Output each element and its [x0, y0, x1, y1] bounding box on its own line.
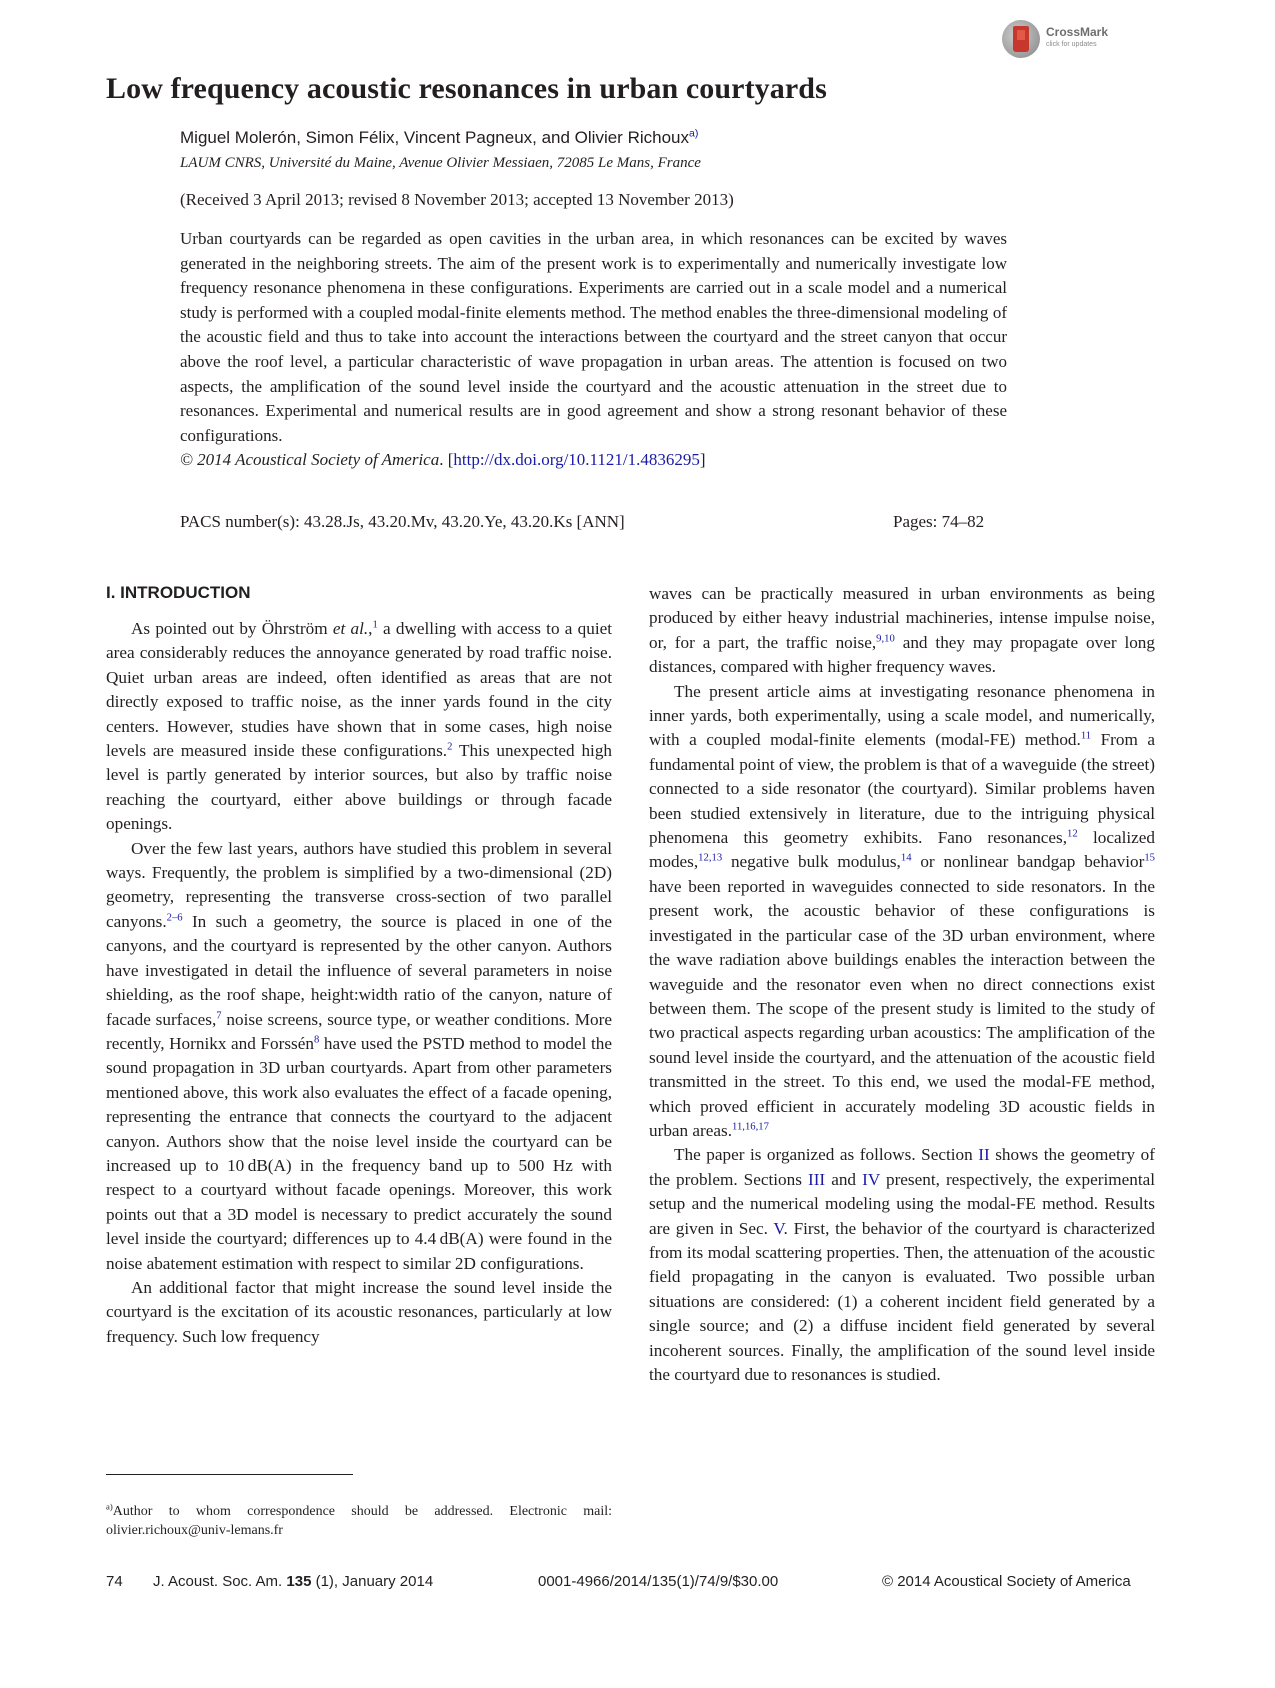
- footnote-mark: a): [106, 1501, 113, 1512]
- crossmark-icon: [1002, 20, 1040, 58]
- section-link[interactable]: II: [978, 1145, 990, 1165]
- ref-link[interactable]: 11,16,17: [732, 1121, 769, 1133]
- section-heading: I. INTRODUCTION: [106, 583, 251, 602]
- author-list: [180, 128, 698, 148]
- doi-link[interactable]: http://dx.doi.org/10.1121/1.4836295: [453, 450, 700, 470]
- footer-journal: J. Acoust. Soc. Am. 135 (1), January 2014: [153, 1573, 434, 1590]
- ref-link[interactable]: 2: [447, 741, 453, 753]
- crossmark-label: CrossMark: [1046, 25, 1109, 39]
- abstract: [180, 227, 1007, 473]
- footnote: [106, 1502, 612, 1540]
- intro-paragraph-1: As pointed out by Öhrström et al.,$^1$ a dwelling with access to a quiet area considerably reduces the annoyance generated by road traffic noise. Quiet urban areas are indeed, often identified as areas that are not directly exposed to traffic noise, as the inner yards found in the city centers. However, studies have shown that in some cases, high noise levels are measured inside these configurations.$^2$ This unexpected high level is partly generated by interior sources, but also by traffic noise reaching the courtyard, either above buildings or through facade openings.: [106, 619, 613, 834]
- footer-page-number: 74: [106, 1573, 123, 1590]
- ref-link[interactable]: 12,13: [698, 852, 723, 864]
- intro-paragraph-3: An additional factor that might increase the sound level inside the courtyard is the excitation of its acoustic resonances, particularly at low frequency. Such low frequency: [106, 1277, 612, 1346]
- intro-paragraph-4: The present article aims at investigating resonance phenomena in inner yards, both experimentally, using a scale model, and numerically, with a coupled modal-finite elements (modal-FE) method.$^{11}$ From a fundamental point of view, the problem is that of a waveguide (the street) connected to a side resonator (the courtyard). Similar problems haven been studied extensively in literature, due to the intriguing physical phenomena this geometry exhibits. Fano resonances,$^{12}$ localized modes,$^{12,13}$ negative bulk modulus,$^{14}$ or nonlinear bandgap behavior$^{15}$ have been reported in waveguides connected to side resonators. In the present work, the acoustic behavior of these configurations is investigated in the particular case of the 3D urban environment, where the wave radiation above buildings enables the interaction between the waveguide and the resonator even when no direct connections exist between them. The scope of the present study is limited to the study of two practical aspects regarding urban acoustics: The amplification of the sound level inside the courtyard, and the attenuation of the acoustic field transmitted in the street. To this end, we used the modal-FE method, which proved efficient in accurately modeling 3D acoustic fields in urban areas.$^{11,16,17}$: [649, 681, 1155, 1140]
- abstract-copyright: © 2014 Acoustical Society of America. [http://dx.doi.org/10.1121/1.4836295]: [180, 450, 706, 470]
- intro-paragraph-5: The paper is organized as follows. Section II shows the geometry of the problem. Sections III and IV present, respectively, the experimental setup and the numerical modeling using the modal-FE method. Results are given in Sec. V. First, the behavior of the courtyard is characterized from its modal scattering properties. Then, the attenuation of the acoustic field propagating in the canyon is evaluated. Two possible urban situations are considered: (1) a coherent incident field generated by a single source; and (2) a diffuse incident field generated by several incoherent sources. Finally, the amplification of the sound level inside the courtyard due to resonances is studied.: [649, 1145, 1155, 1384]
- crossmark-sublabel: click for updates: [1046, 41, 1097, 48]
- section-link[interactable]: V: [773, 1218, 784, 1238]
- footnote-text: Author to whom correspondence should be addressed. Electronic mail: olivier.richoux@univ-lemans.fr: [106, 1504, 612, 1538]
- received-dates: (Received 3 April 2013; revised 8 November 2013; accepted 13 November 2013): [180, 190, 734, 209]
- author-footnote-link[interactable]: a): [689, 127, 699, 140]
- crossmark-badge[interactable]: [1002, 20, 1112, 60]
- section-link[interactable]: IV: [862, 1169, 880, 1189]
- ref-link[interactable]: 12: [1067, 828, 1078, 840]
- author-names: Miguel Molerón, Simon Félix, Vincent Pagneux, and Olivier Richoux: [180, 128, 689, 147]
- ref-link[interactable]: 2–6: [166, 912, 183, 924]
- ref-link[interactable]: 11: [1080, 730, 1092, 742]
- pacs-numbers: PACS number(s): 43.28.Js, 43.20.Mv, 43.20.Ye, 43.20.Ks [ANN]: [180, 512, 625, 531]
- article-title: Low frequency acoustic resonances in urban courtyards: [106, 72, 827, 105]
- left-column: [106, 617, 612, 1349]
- footer-article-code: 0001-4966/2014/135(1)/74/9/$30.00: [538, 1573, 779, 1590]
- page-range: Pages: 74–82: [893, 512, 985, 531]
- footnote-divider: [106, 1474, 353, 1475]
- ref-link[interactable]: 15: [1144, 852, 1155, 864]
- section-link[interactable]: III: [807, 1169, 826, 1189]
- ref-link[interactable]: 1: [372, 619, 378, 631]
- intro-paragraph-3-continued: waves can be practically measured in urban environments as being produced by either heavy industrial machineries, intense impulse noise, or, for a part, the traffic noise,$^{9,10}$ and they may propagate over long distances, compared with higher frequency waves.: [649, 584, 1155, 677]
- footer-copyright: © 2014 Acoustical Society of America: [882, 1573, 1131, 1590]
- ref-link[interactable]: 8: [313, 1034, 320, 1046]
- ref-link[interactable]: 14: [900, 852, 912, 864]
- ref-link[interactable]: 9,10: [876, 633, 895, 645]
- ref-link[interactable]: 7: [216, 1009, 222, 1021]
- copyright-text: © 2014 Acoustical Society of America: [180, 450, 440, 470]
- affiliation: LAUM CNRS, Université du Maine, Avenue Olivier Messiaen, 72085 Le Mans, France: [180, 155, 701, 171]
- right-column: [649, 582, 1155, 1387]
- intro-paragraph-2: Over the few last years, authors have studied this problem in several ways. Frequently, the problem is simplified by a two-dimensional (2D) geometry, representing the transverse cross-section of two parallel canyons.$^{2-6}$ In such a geometry, the source is placed in one of the canyons, and the courtyard is represented by the other canyon. Authors have investigated in detail the influence of several parameters in noise shielding, as the roof shape, height:width ratio of the canyon, nature of facade surfaces,$^7$ noise screens, source type, or weather conditions. More recently, Hornikx and Forssén$^8$ have used the PSTD method to model the sound propagation in 3D urban courtyards. Apart from other parameters mentioned above, this work also evaluates the effect of a facade opening, representing the entrance that connects the courtyard to the adjacent canyon. Authors show that the noise level inside the courtyard can be increased up to 10 dB(A) in the frequency band up to 500 Hz with respect to a courtyard without facade openings. Moreover, this work points out that a 3D model is necessary to predict accurately the sound level inside the courtyard; differences up to 4.4 dB(A) were found in the noise abatement estimation with respect to similar 2D configurations.: [106, 838, 612, 1273]
- abstract-text: Urban courtyards can be regarded as open cavities in the urban area, in which resonances can be excited by waves generated in the neighboring streets. The aim of the present work is to experimentally and numerically investigate low frequency resonance phenomena in these configurations. Experiments are carried out in a scale model and a numerical study is performed with a coupled modal-finite elements method. The method enables the three-dimensional modeling of the acoustic field and thus to take into account the interactions between the courtyard and the street canyon that occur above the roof level, a particular characteristic of wave propagation in urban areas. The attention is focused on two aspects, the amplification of the sound level inside the courtyard and the acoustic attenuation in the street due to resonances. Experimental and numerical results are in good agreement and show a strong resonant behavior of these configurations.: [180, 229, 1007, 445]
